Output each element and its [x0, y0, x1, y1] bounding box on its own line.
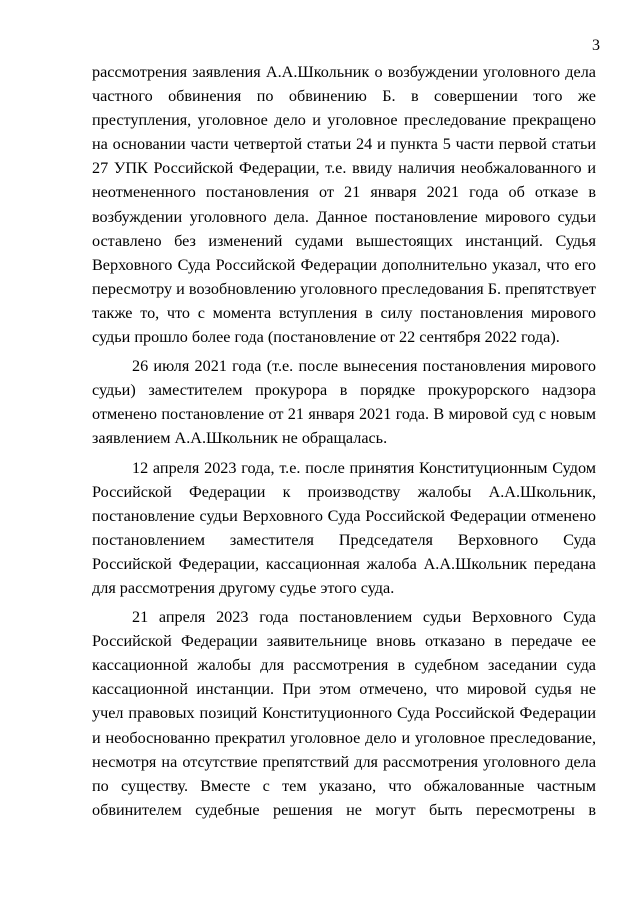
paragraph-prosecutor-annulment: 26 июля 2021 года (т.е. после вынесения постановления мирового судьи) заместителем прокурора в порядке прокурорского надзора отменено постановление от 21 января 2021 года. В мировой суд с новым заявлением А.А.Школьник не обращалась. — [92, 357, 596, 448]
page-number: 3 — [592, 37, 600, 54]
document-body — [92, 60, 596, 827]
paragraph-cassation-transfer: 12 апреля 2023 года, т.е. после принятия Конституционным Судом Российской Федерации к производству жалобы А.А.Школьник, постановление судьи Верховного Суда Российской Федерации отменено постановлением заместителя Председателя Верховного Суда Российской Федерации, кассационная жалоба А.А.Школьник передана для рассмотрения другому судье этого суда. — [92, 458, 596, 597]
paragraph-refusal: 21 апреля 2023 года постановлением судьи Верховного Суда Российской Федерации заявительнице вновь отказано в передаче ее кассационной жалобы для рассмотрения в судебном заседании суда кассационной инстанции. При этом отмечено, что мировой судья не учел правовых позиций Конституционного Суда Российской Федерации и необоснованно прекратил уголовное дело и уголовное преследование, несмотря на отсутствие препятствий для рассмотрения уголовного дела по существу. Вместе с тем указано, что обжалованные частным обвинителем судебные решения не могут быть пересмотрены в — [92, 608, 596, 819]
paragraph-continuation: рассмотрения заявления А.А.Школьник о возбуждении уголовного дела частного обвинения по обвинению Б. в совершении того же преступления, уголовное дело и уголовное преследование прекращено на основании части четвертой статьи 24 и пункта 5 части первой статьи 27 УПК Российской Федерации, т.е. ввиду наличия необжалованного и неотмененного постановления от 21 января 2021 года об отказе в возбуждении уголовного дела. Данное постановление мирового судьи оставлено без изменений судами вышестоящих инстанций. Судья Верховного Суда Российской Федерации дополнительно указал, что его пересмотру и возобновлению уголовного преследования Б. препятствует также то, что с момента вступления в силу постановления мирового судьи прошло более года (постановление от 22 сентября 2022 года). — [92, 63, 596, 347]
